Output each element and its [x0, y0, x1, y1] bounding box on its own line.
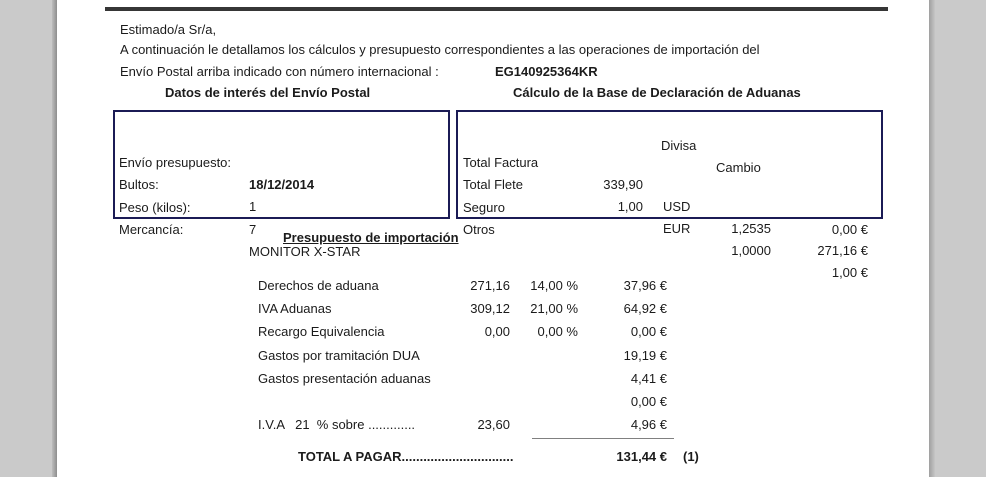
budget-row — [57, 367, 929, 390]
page-right-edge — [929, 0, 935, 477]
budget-row-label: Recargo Equivalencia — [258, 324, 385, 339]
top-rule — [105, 7, 888, 11]
budget-row-pct: 14,00 % — [530, 278, 578, 293]
shipment-row-value: 1 — [249, 199, 257, 214]
budget-row-eur: 0,00 € — [630, 324, 667, 339]
budget-row-label: Gastos presentación aduanas — [258, 371, 431, 386]
budget-row — [57, 297, 929, 320]
customs-row-eur: 271,16 € — [817, 243, 868, 258]
shipment-row-label: Peso (kilos): — [119, 200, 191, 215]
shipment-row-label: Bultos: — [119, 177, 159, 192]
customs-row-label: Seguro — [463, 200, 505, 215]
budget-row — [57, 390, 929, 413]
customs-row-label: Total Factura — [463, 155, 539, 170]
customs-box — [456, 110, 883, 280]
shipment-row-value: MONITOR X-STAR — [249, 244, 361, 259]
budget-row-base: 271,16 — [470, 278, 510, 293]
budget-row-base: 0,00 — [484, 324, 510, 339]
total-amount: 131,44 € — [616, 449, 667, 464]
budget-title: Presupuesto de importación — [283, 230, 459, 245]
budget-row-label: IVA Aduanas — [258, 301, 332, 316]
budget-row — [57, 320, 929, 343]
budget-row-eur: 19,19 € — [623, 348, 667, 363]
customs-row-label: Otros — [463, 222, 495, 237]
intro-line: A continuación le detallamos los cálculos y presupuesto correspondientes a las operaciones de importación del — [120, 42, 760, 57]
customs-box-title: Cálculo de la Base de Declaración de Aduanas — [513, 85, 801, 100]
total-label: TOTAL A PAGAR............................... — [298, 449, 514, 464]
budget-row-eur: 0,00 € — [630, 394, 667, 409]
budget-row-eur: 4,96 € — [630, 417, 667, 432]
document-page — [57, 0, 929, 477]
total-row — [57, 448, 929, 465]
customs-header-cambio: Cambio — [716, 160, 761, 175]
customs-row-currency: USD — [663, 199, 691, 214]
budget-row-base: 23,60 — [477, 417, 510, 432]
customs-row-amount: 1,00 — [617, 199, 643, 214]
budget-row-eur: 37,96 € — [623, 278, 667, 293]
tracking-number: EG140925364KR — [495, 64, 598, 79]
tracking-line-label: Envío Postal arriba indicado con número internacional : — [120, 64, 439, 79]
budget-row — [57, 344, 929, 367]
customs-row-eur: 0,00 € — [831, 222, 868, 237]
budget-row-pct: 21,00 % — [530, 301, 578, 316]
total-divider — [532, 438, 674, 439]
greeting-text: Estimado/a Sr/a, — [120, 22, 217, 37]
budget-row-eur: 4,41 € — [630, 371, 667, 386]
budget-row-label: Derechos de aduana — [258, 278, 379, 293]
budget-row-eur: 64,92 € — [623, 301, 667, 316]
customs-row-label: Total Flete — [463, 177, 523, 192]
customs-row-rate: 1,2535 — [731, 221, 771, 236]
budget-row — [57, 274, 929, 297]
shipment-row-value: 18/12/2014 — [249, 177, 315, 192]
customs-row-rate: 1,0000 — [731, 243, 771, 258]
shipment-row-label: Mercancía: — [119, 222, 184, 237]
customs-row-eur: 1,00 € — [831, 265, 868, 280]
budget-row-label: Gastos por tramitación DUA — [258, 348, 420, 363]
customs-row-currency: EUR — [663, 221, 691, 236]
total-note: (1) — [683, 449, 699, 464]
shipment-row-label: Envío presupuesto: — [119, 155, 232, 170]
budget-row-label: I.V.A 21 % sobre ............. — [258, 417, 416, 432]
customs-header-divisa: Divisa — [661, 138, 697, 153]
budget-row-base: 309,12 — [470, 301, 510, 316]
budget-row — [57, 413, 929, 436]
shipment-row-value: 7 — [249, 222, 257, 237]
customs-row-amount: 339,90 — [603, 177, 643, 192]
budget-row-pct: 0,00 % — [537, 324, 578, 339]
shipment-box-title: Datos de interés del Envío Postal — [165, 85, 371, 100]
